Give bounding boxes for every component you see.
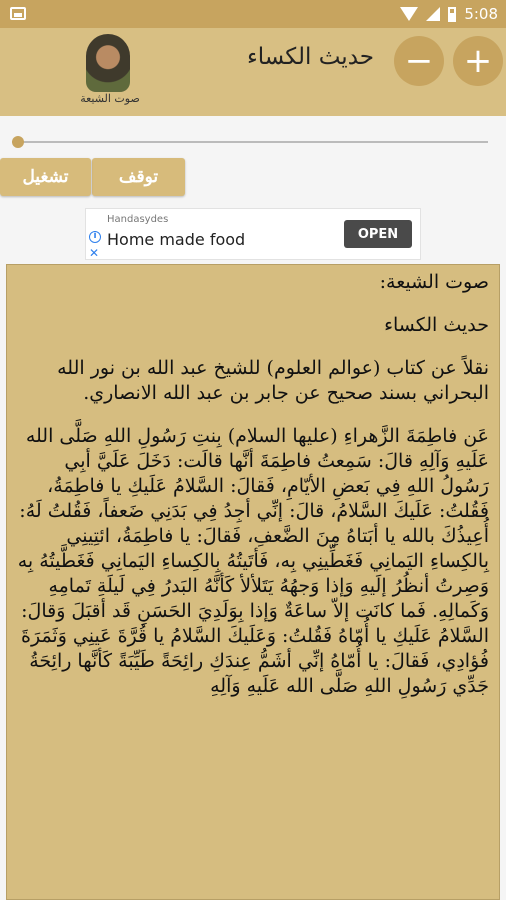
zoom-in-button[interactable]: +	[453, 36, 503, 86]
battery-icon	[448, 7, 456, 22]
content-body: عَن فاطِمَةَ الزَّهراءِ (عليها السلام) بِنتِ رَسُولِ اللهِ صَلَّى الله عَلَيهِ وَآلِهِ قالَ: سَمِعتُ فاطِمَةَ أنَّها قالَت: دَخَلَ عَلَيَّ أبِي رَسُولُ اللهِ فِي بَعضِ الأيّامِ، فَقالَ: السَّلامُ عَلَيكِ يا فاطِمَةُ، فَقُلتُ: عَلَيكَ السَّلامُ، قالَ: إنِّي أجِدُ فِي بَدَنِي ضَعفاً، فَقُلتُ لَهُ: أُعِيذُكَ بالله يا أبَتاهُ مِنَ الضَّعفِ، فَقالَ: يا فاطِمَةُ، ائتِينِي بِالكِساءِ اليَمانِي فَغَطِّينِي بِه، فَأتَيتُهُ بِالكِساءِ اليَمانِي فَغَطَّيتُهُ بِه وَصِرتُ أنظُرُ إلَيهِ وَإذا وَجهُهُ يَتَلألأ كَأنَّهُ البَدرُ فِي لَيلَةِ تَمامِهِ وَكَمالِهِ. فَما كانَت إلاّ ساعَةٌ وَإذا بِوَلَدِيَ الحَسَنِ قَد أقبَلَ وَقالَ: السَّلامُ عَلَيكِ يا أُمّاهُ فَقُلتُ: وَعَلَيكَ السَّلامُ يا قُرَّةَ عَينِي وَثَمَرَةَ فُؤادِي، فَقالَ: يا أُمّاهُ إنِّي أشَمُّ عِندَكِ رائِحَةً طَيِّبَةً كَأنَّها رائِحَةُ جَدِّي رَسُولِ اللهِ صَلَّى الله عَلَيهِ وَآلِهِ	[17, 425, 489, 697]
seekbar-thumb[interactable]	[12, 136, 24, 148]
app-bar	[0, 28, 506, 116]
status-bar	[0, 0, 506, 28]
signal-icon	[426, 7, 440, 21]
ad-advertiser: Handasydes	[107, 214, 169, 225]
stop-button[interactable]: توقف	[92, 158, 185, 196]
wifi-icon	[400, 7, 418, 21]
content-intro: نقلاً عن كتاب (عوالم العلوم) للشيخ عبد الله بن نور الله البحراني بسند صحيح عن جابر بن عبد الله الانصاري.	[57, 357, 489, 404]
ad-close-icon[interactable]: ✕	[89, 246, 100, 260]
ad-open-button[interactable]: OPEN	[344, 220, 412, 248]
hadith-text-panel[interactable]	[6, 264, 500, 900]
zoom-out-button[interactable]: −	[394, 36, 444, 86]
ad-info-icon[interactable]: i	[89, 231, 101, 243]
ad-headline: Home made food	[107, 230, 246, 249]
app-logo	[68, 32, 152, 110]
status-icons	[400, 3, 498, 25]
ad-banner[interactable]	[85, 208, 421, 260]
image-notification-icon	[10, 7, 26, 20]
seekbar-track	[12, 141, 488, 143]
logo-portrait-icon	[86, 34, 130, 92]
play-button[interactable]: تشغيل	[0, 158, 91, 196]
content-source: صوت الشيعة:	[379, 271, 489, 293]
audio-seekbar[interactable]	[12, 134, 488, 150]
logo-caption: صوت الشيعة	[80, 92, 140, 105]
status-time: 5:08	[464, 5, 498, 23]
page-title: حديث الكساء	[246, 44, 374, 70]
content-heading: حديث الكساء	[384, 314, 489, 336]
